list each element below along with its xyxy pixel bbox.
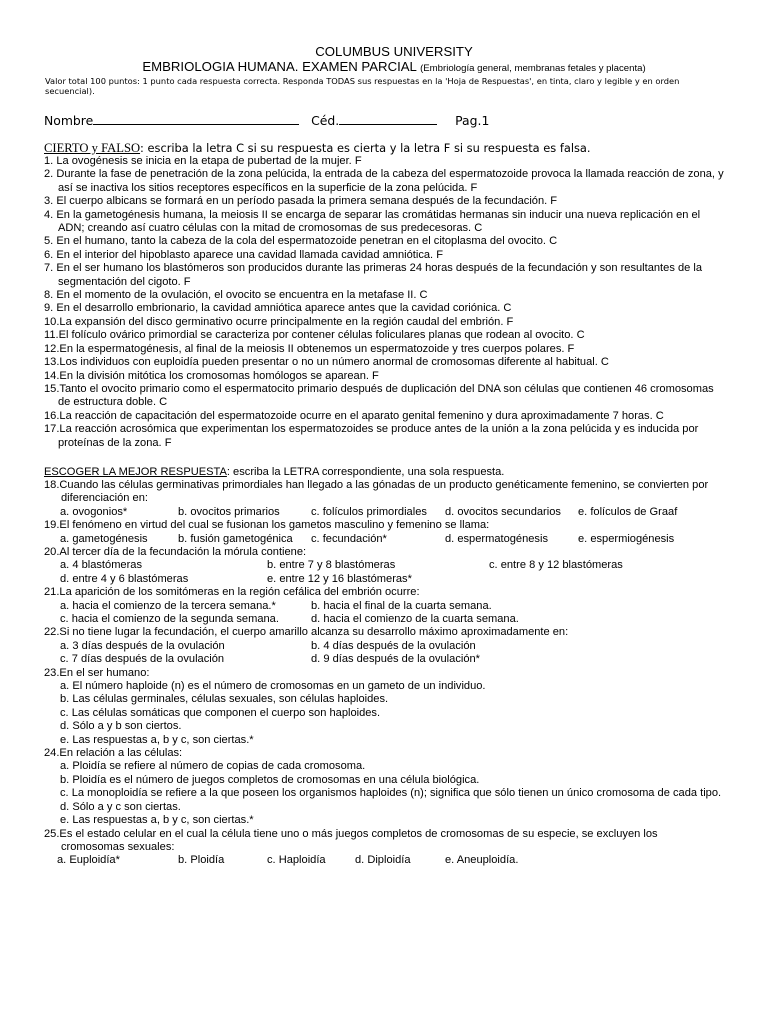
true-false-item: 1. La ovogénesis se inicia en la etapa de pubertad de la mujer. F — [44, 155, 362, 167]
answer-option: d. espermatogénesis — [445, 532, 548, 545]
true-false-item: 10.La expansión del disco germinativo ocurre principalmente en la región caudal del embrión. F — [44, 315, 514, 328]
answer-option: b. fusión gametogénica — [178, 532, 293, 545]
question-22-options-row-2 — [44, 653, 724, 666]
question-25-options — [44, 854, 724, 867]
answer-option: b. entre 7 y 8 blastómeras — [267, 559, 396, 572]
question-20-options-row-1 — [44, 559, 724, 572]
true-false-item: 11.El folículo ovárico primordial se caracteriza por contener células foliculares planas que rodean al ovocito. C — [44, 329, 585, 342]
answer-option: e. folículos de Graaf — [578, 505, 678, 518]
question-24: 24.En relación a las células: — [44, 747, 183, 760]
answer-option: e. entre 12 y 16 blastómeras* — [267, 572, 412, 585]
true-false-item: 17.La reacción acrosómica que experimentan los espermatozoides se produce antes de la unión a la zona pelúcida y es inducida por proteínas de la zona. F — [44, 423, 699, 449]
true-false-item: 9. En el desarrollo embrionario, la cavidad amniótica aparece antes que la cavidad coriónica. C — [44, 302, 512, 315]
answer-option: c. Haploidía — [267, 854, 326, 867]
multiple-choice-title: ESCOGER LA MEJOR RESPUESTA — [44, 465, 227, 478]
answer-option: b. ovocitos primarios — [178, 505, 280, 518]
answer-option: a. gametogénesis — [60, 532, 148, 545]
question-18-options — [44, 506, 724, 519]
true-false-item: 4. En la gametogénesis humana, la meiosis II se encarga de separar las cromátidas hermanas sin inducir una nueva replicación en el ADN; creando así cuatro células con la mitad de cromosomas de sus predecesoras. C — [44, 208, 701, 235]
true-false-item: 2. Durante la fase de penetración de la zona pelúcida, la entrada de la cabeza del espermatozoide provoca la llamada reacción de zona, y así se inactiva los sitios receptores específicos en la superficie de la zona pelúcida. F — [44, 168, 724, 194]
answer-option: c. La monoploidía se refiere a la que poseen los organismos haploides (n); significa que sólo tienen un único cromosoma de cada tipo. — [60, 787, 722, 800]
university-name: COLUMBUS UNIVERSITY — [315, 44, 473, 59]
answer-option: b. Ploidía — [178, 854, 225, 867]
answer-option: a. 4 blastómeras — [60, 559, 143, 572]
true-false-instruction: : escriba la letra C si su respuesta es cierta y la letra F si su respuesta es falsa. — [140, 141, 591, 155]
answer-option: a. 3 días después de la ovulación — [60, 639, 225, 652]
true-false-item: 8. En el momento de la ovulación, el ovocito se encuentra en la metafase II. C — [44, 289, 428, 302]
answer-option: d. Sólo a y c son ciertas. — [60, 800, 181, 813]
true-false-section — [44, 141, 724, 450]
answer-option: d. ovocitos secundarios — [445, 505, 561, 518]
answer-option: d. 9 días después de la ovulación* — [311, 653, 480, 666]
answer-option: a. El número haploide (n) es el número de cromosomas en un gameto de un individuo. — [60, 680, 486, 693]
question-19-options — [44, 533, 724, 546]
question-24-options — [44, 760, 724, 827]
id-label: Céd. — [311, 113, 340, 128]
question-20: 20.Al tercer día de la fecundación la mórula contiene: — [44, 545, 307, 558]
true-false-list — [44, 155, 724, 450]
true-false-title-line — [44, 141, 724, 155]
question-20-options-row-2 — [44, 573, 724, 586]
answer-option: b. hacia el final de la cuarta semana. — [311, 599, 492, 612]
answer-option: e. espermiogénesis — [578, 532, 675, 545]
answer-option: c. folículos primordiales — [311, 505, 427, 518]
question-18: 18.Cuando las células germinativas primordiales han llegado a las gónadas de un producto genéticamente femenino, se convierten por diferenciación en: — [44, 478, 709, 505]
question-19: 19.El fenómeno en virtud del cual se fusionan los gametos masculino y femenino se llama: — [44, 519, 490, 532]
answer-option: d. Sólo a y b son ciertos. — [60, 720, 182, 733]
true-false-item: 3. El cuerpo albicans se formará en un período pasada la primera semana después de la fecundación. F — [44, 195, 558, 208]
question-25: 25.Es el estado celular en el cual la célula tiene uno o más juegos completos de cromosomas de su especie, se excluyen los cromosomas sexuales: — [44, 827, 658, 853]
answer-option: d. Diploidía — [355, 854, 411, 867]
answer-option: c. hacia el comienzo de la segunda semana. — [60, 613, 279, 625]
question-22-options-row-1 — [44, 640, 724, 653]
true-false-item: 6. En el interior del hipoblasto aparece una cavidad llamada cavidad amniótica. F — [44, 248, 443, 261]
exam-title-line — [64, 59, 724, 76]
true-false-item: 7. En el ser humano los blastómeros son producidos durante las primeras 24 horas después de la fecundación y son resultantes de la segmentación del cigoto. F — [44, 262, 702, 288]
true-false-item: 12.En la espermatogénesis, al final de la meiosis II obtenemos un espermatozoide y tres cuerpos polares. F — [44, 342, 575, 355]
exam-subtitle: (Embriología general, membranas fetales y placenta) — [420, 63, 646, 74]
true-false-title: CIERTO y FALSO — [44, 141, 141, 155]
answer-option: a. Euploidía* — [57, 854, 120, 867]
true-false-item: 14.En la división mitótica los cromosomas homólogos se aparean. F — [44, 369, 379, 382]
answer-option: c. Las células somáticas que componen el cuerpo son haploides. — [60, 706, 381, 719]
question-21-options-row-2 — [44, 613, 724, 626]
answer-option: e. Las respuestas a, b y c, son ciertas.* — [60, 733, 254, 746]
multiple-choice-instruction: : escriba la LETRA correspondiente, una sola respuesta. — [226, 465, 505, 478]
true-false-item: 15.Tanto el ovocito primario como el espermatocito primario después de duplicación del DNA son células que contienen 46 cromosomas de estructura doble. C — [44, 382, 714, 409]
question-23-options — [44, 680, 724, 747]
name-label: Nombre — [44, 113, 94, 128]
answer-option: b. 4 días después de la ovulación — [311, 639, 476, 652]
question-22: 22.Si no tiene lugar la fecundación, el cuerpo amarillo alcanza su desarrollo máximo aproximadamente en: — [44, 626, 569, 639]
exam-instructions: Valor total 100 puntos: 1 punto cada respuesta correcta. Responda TODAS sus respuestas en la 'Hoja de Respuestas', en tinta, claro y legible y en orden secuencial). — [45, 76, 680, 96]
answer-option: b. Ploidía es el número de juegos completos de cromosomas en una célula biológica. — [60, 773, 480, 786]
name-blank — [93, 114, 299, 125]
true-false-item: 5. En el humano, tanto la cabeza de la cola del espermatozoide penetran en el citoplasma del ovocito. C — [44, 235, 558, 248]
answer-option: d. hacia el comienzo de la cuarta semana. — [311, 613, 519, 625]
question-23: 23.En el ser humano: — [44, 666, 150, 679]
answer-option: a. Ploidía se refiere al número de copias de cada cromosoma. — [60, 760, 366, 773]
true-false-item: 16.La reacción de capacitación del espermatozoide ocurre en el aparato genital femenino y dura aproximadamente 7 horas. C — [44, 409, 664, 422]
answer-option: e. Las respuestas a, b y c, son ciertas.* — [60, 814, 254, 827]
answer-option: a. ovogonios* — [60, 505, 128, 518]
question-21-options-row-1 — [44, 600, 724, 613]
answer-option: c. 7 días después de la ovulación — [60, 653, 225, 666]
answer-option: c. entre 8 y 12 blastómeras — [489, 559, 623, 572]
id-blank — [339, 114, 437, 125]
answer-option: c. fecundación* — [311, 532, 387, 545]
answer-option: b. Las células germinales, células sexuales, son células haploides. — [60, 693, 389, 706]
question-21: 21.La aparición de los somitómeras en la región cefálica del embrión ocurre: — [44, 586, 420, 599]
multiple-choice-title-line — [44, 465, 724, 479]
answer-option: a. hacia el comienzo de la tercera semana.* — [60, 599, 276, 612]
page-label: Pag.1 — [455, 113, 490, 128]
answer-option: e. Aneuploidía. — [445, 854, 519, 867]
true-false-item: 13.Los individuos con euploidía pueden presentar o no un número anormal de cromosomas diferente al habitual. C — [44, 356, 609, 369]
student-id-line — [44, 113, 724, 128]
answer-option: d. entre 4 y 6 blastómeras — [60, 572, 189, 585]
multiple-choice-section — [44, 465, 724, 868]
exam-title: EMBRIOLOGIA HUMANA. EXAMEN PARCIAL — [142, 59, 417, 74]
